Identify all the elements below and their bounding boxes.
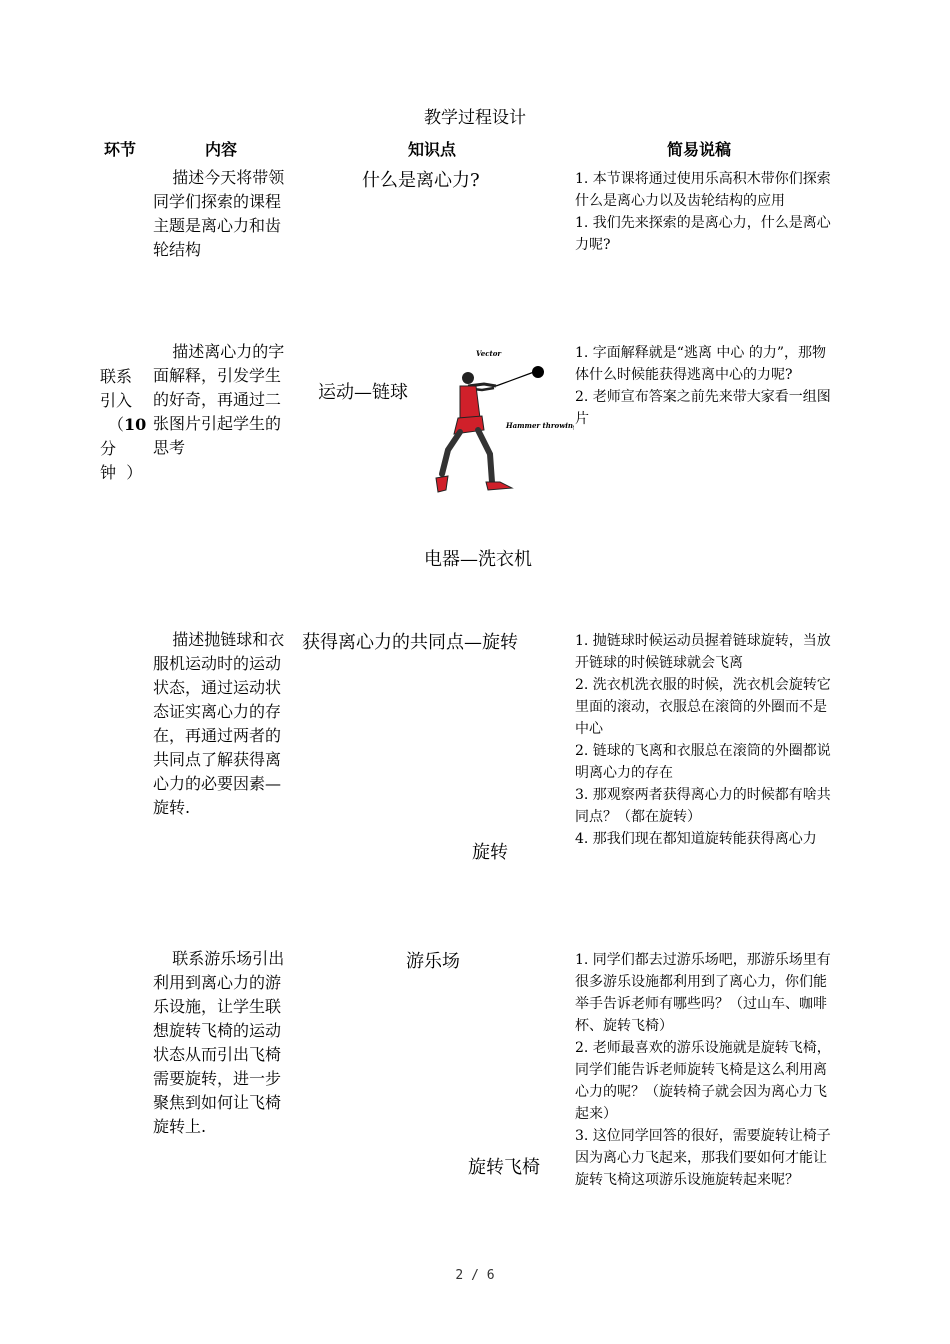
content-cell [153, 340, 291, 460]
note-line: 1. 本节课将通过使用乐高积木带你们探索什么是离心力以及齿轮结构的应用 [575, 171, 831, 209]
section-label-minutes: 10 [124, 415, 147, 434]
header-knowledge: 知识点 [408, 140, 457, 159]
knowledge-point: 什么是离心力? [362, 170, 480, 191]
knowledge-point: 游乐场 [406, 951, 460, 972]
note-line: 1. 我们先来探索的是离心力，什么是离心力呢? [575, 215, 831, 253]
section-label [100, 365, 148, 485]
content-cell [153, 166, 291, 262]
content-text: 描述抛链球和衣服机运动时的运动状态，通过运动状态证实离心力的存在，再通过两者的共同点了解获得离心力的必要因素—旋转. [153, 630, 285, 817]
note-line: 4. 那我们现在都知道旋转能获得离心力 [575, 831, 817, 847]
knowledge-point: 运动—链球 [318, 382, 408, 403]
notes-cell [575, 630, 837, 850]
knowledge-point-secondary: 旋转 [472, 842, 508, 863]
note-line: 3. 那观察两者获得离心力的时候都有啥共同点？（都在旋转） [575, 787, 831, 825]
header-section: 环节 [104, 140, 137, 159]
note-line: 1. 字面解释就是“逃离 中心 的力”，那物体什么时候能获得逃离中心的力呢? [575, 345, 827, 383]
header-content: 内容 [205, 140, 238, 159]
knowledge-point: 获得离心力的共同点—旋转 [302, 632, 518, 653]
page-title: 教学过程设计 [424, 108, 526, 128]
section-label-minutes-row [108, 413, 156, 437]
image-caption-hammer: Hammer throwing [506, 421, 574, 430]
hammer-throw-image [434, 346, 574, 498]
section-label-unit: 分 [100, 439, 117, 458]
section-label-unit-row [100, 461, 148, 485]
content-text: 描述离心力的字面解释，引发学生的好奇，再通过二张图片引起学生的思考 [153, 342, 285, 457]
note-line: 1. 抛链球时候运动员握着链球旋转，当放开链球的时候链球就会飞离 [575, 633, 831, 671]
notes-cell [575, 168, 837, 256]
section-label-unit2: 钟 [100, 463, 117, 482]
content-cell [153, 628, 291, 820]
content-text: 描述今天将带领同学们探索的课程主题是离心力和齿轮结构 [153, 168, 285, 259]
header-notes: 简易说稿 [667, 140, 732, 159]
section-label-line1: 联系 [100, 367, 133, 386]
knowledge-point-secondary: 旋转飞椅 [468, 1157, 540, 1178]
note-line: 2. 老师最喜欢的游乐设施就是旋转飞椅，同学们能告诉老师旋转飞椅是这么利用离心力的呢？（旋转椅子就会因为离心力飞起来） [575, 1040, 831, 1122]
note-line: 2. 老师宣布答案之前先来带大家看一组图片 [575, 389, 831, 427]
section-label-paren-close: ） [126, 463, 143, 482]
note-line: 2. 链球的飞离和衣服总在滚筒的外圈都说明离心力的存在 [575, 743, 831, 781]
content-cell [153, 947, 291, 1139]
image-caption-vector: Vector [476, 349, 502, 358]
notes-cell [575, 342, 837, 430]
notes-cell [575, 949, 837, 1191]
section-label-line2: 引入 [100, 391, 133, 410]
knowledge-point: 电器—洗衣机 [424, 549, 532, 570]
section-label-paren-open: （ [108, 415, 125, 434]
note-line: 2. 洗衣机洗衣服的时候，洗衣机会旋转它里面的滚动，衣服总在滚筒的外圈而不是中心 [575, 677, 831, 737]
hammer-thrower-illustration [434, 346, 574, 498]
content-text: 联系游乐场引出利用到离心力的游乐设施，让学生联想旋转飞椅的运动状态从而引出飞椅需要旋转，进一步聚焦到如何让飞椅旋转上. [153, 949, 285, 1136]
page-number: 2 / 6 [455, 1268, 495, 1283]
note-line: 3. 这位同学回答的很好，需要旋转让椅子因为离心力飞起来，那我们要如何才能让旋转飞椅这项游乐设施旋转起来呢？ [575, 1128, 831, 1188]
note-line: 1. 同学们都去过游乐场吧，那游乐场里有很多游乐设施都利用到了离心力，你们能举手告诉老师有哪些吗？（过山车、咖啡杯、旋转飞椅） [575, 952, 831, 1034]
